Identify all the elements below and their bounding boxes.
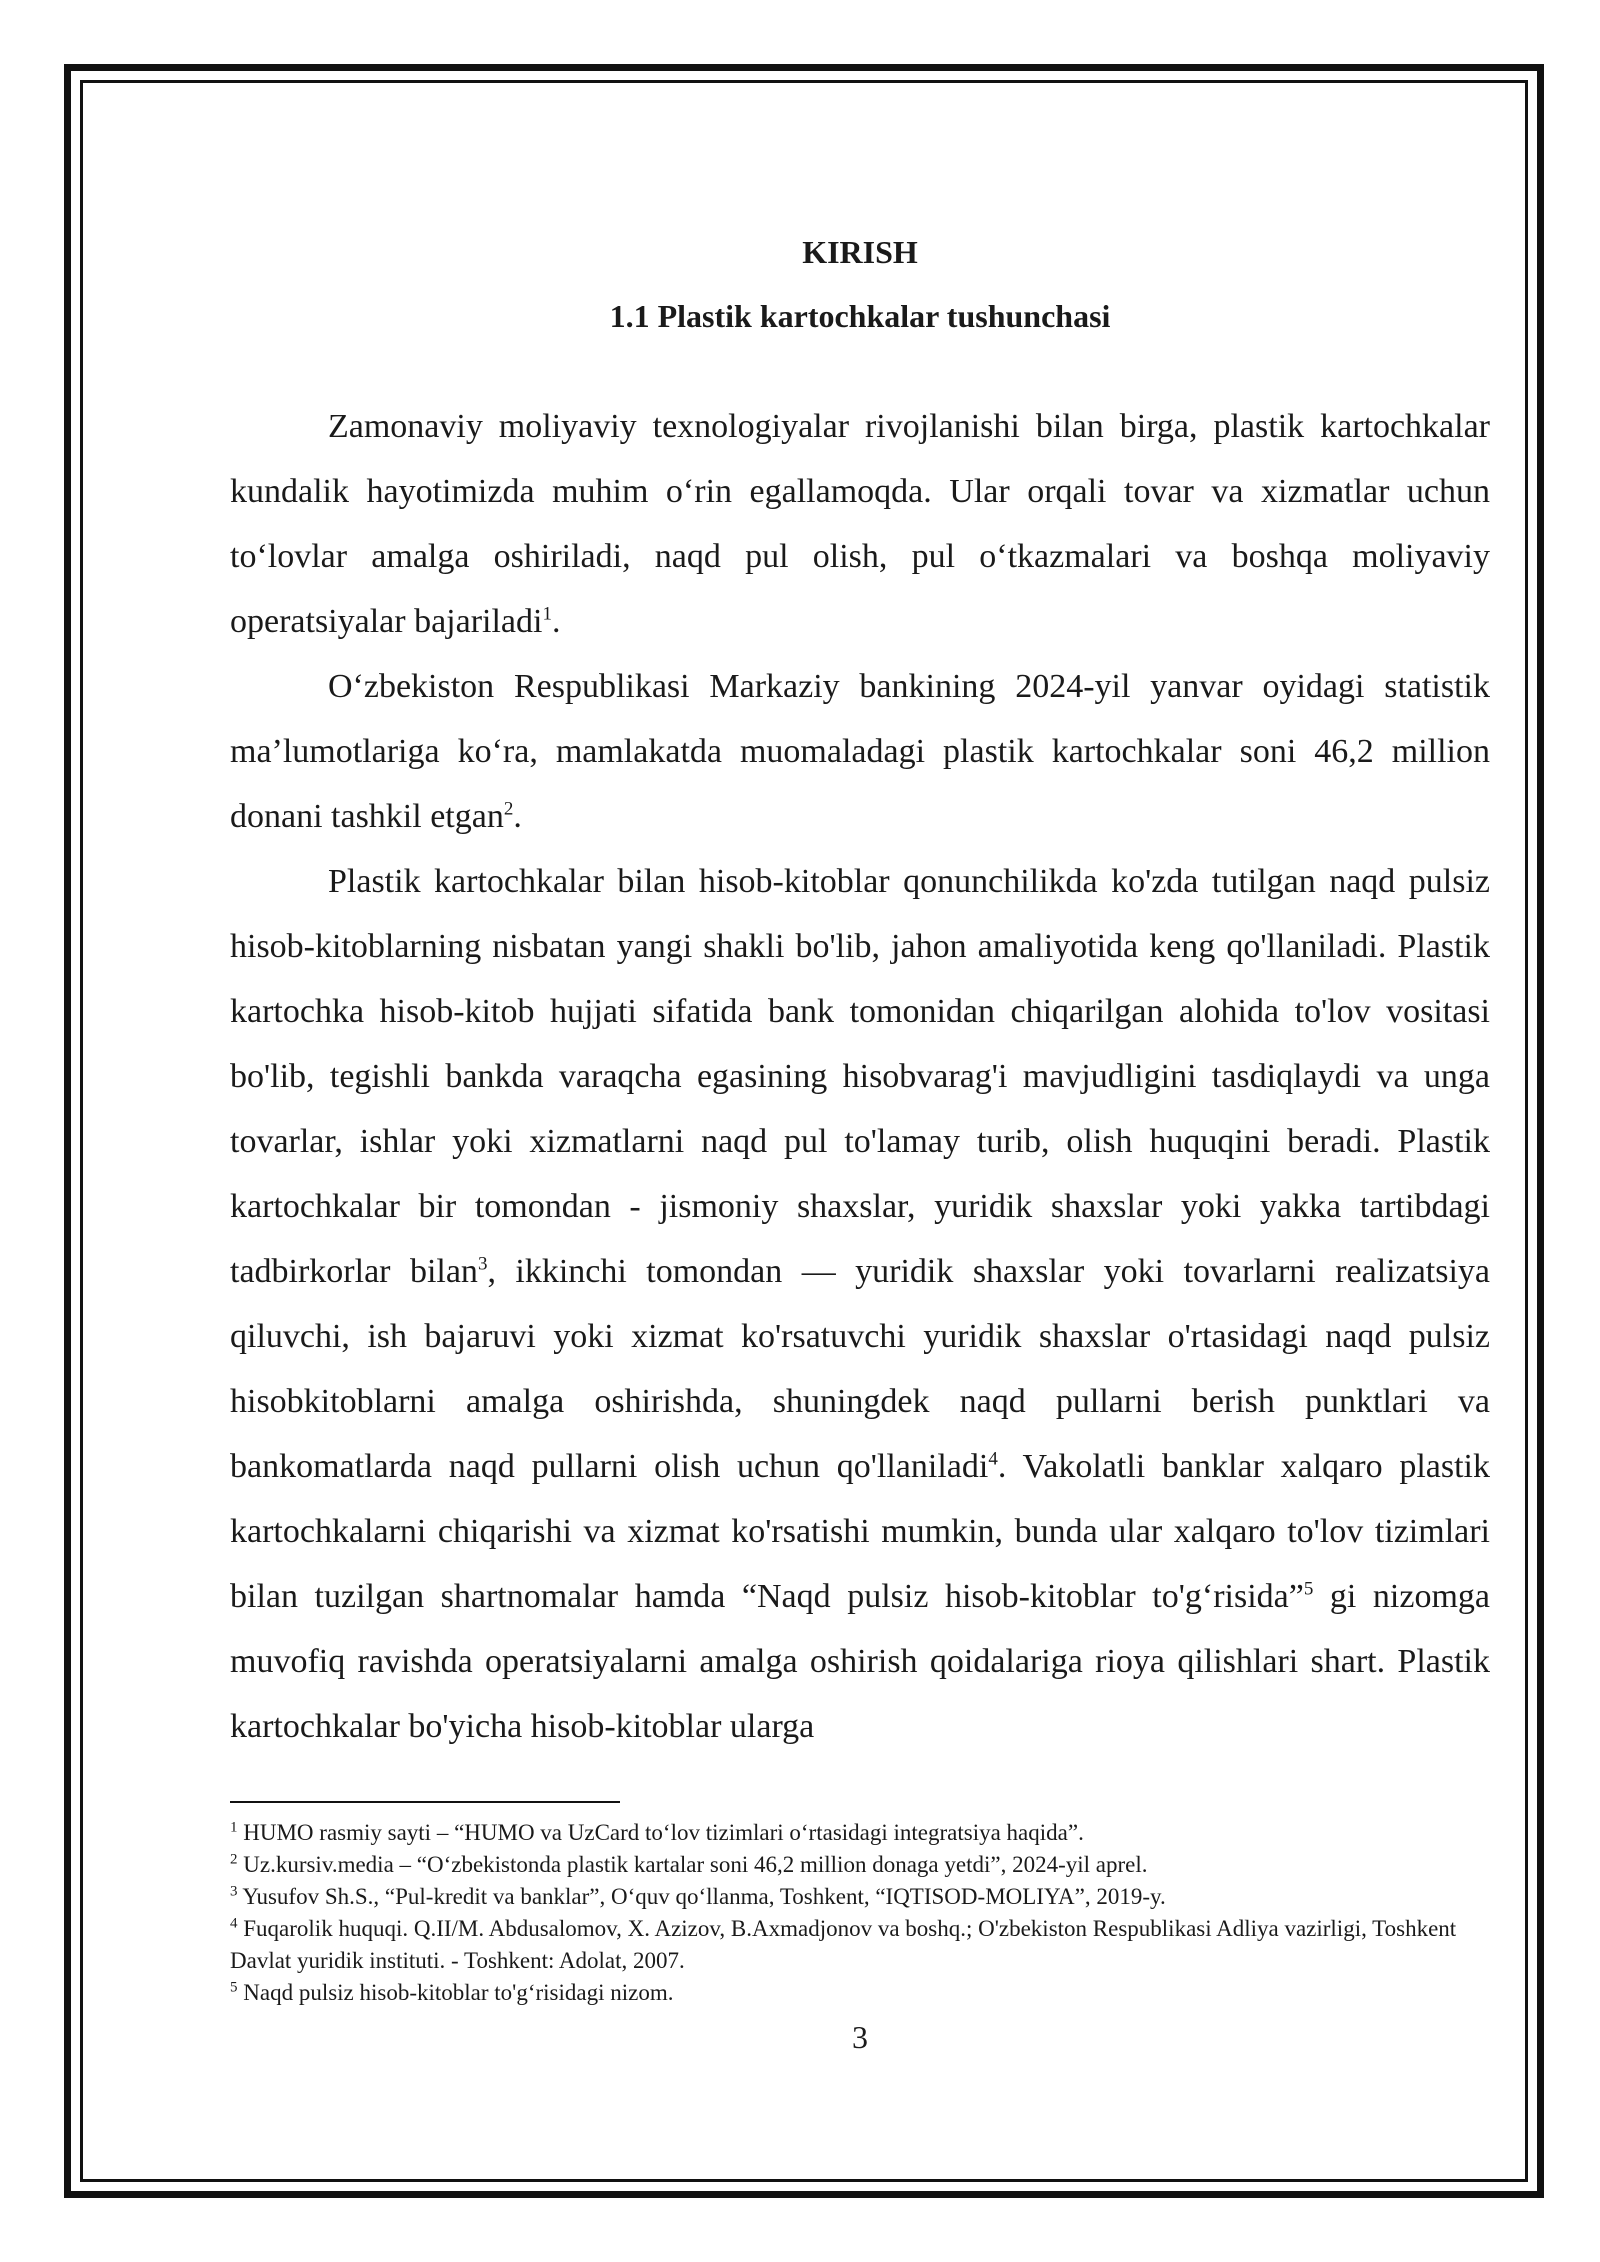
footnote-1 [230,1817,1490,1849]
footnote-text: Naqd pulsiz hisob-kitoblar to'g‘risidagi nizom. [243,1980,674,2005]
paragraph-1-text: Zamonaviy moliyaviy texnologiyalar rivojlanishi bilan birga, plastik kartochkalar kundalik hayotimizda muhim o‘rin egallamoqda. Ular orqali tovar va xizmatlar uchun to‘lovlar amalga oshiriladi, naqd pul olish, pul o‘tkazmalari va boshqa moliyaviy operatsiyalar bajariladi [230,408,1490,640]
paragraph-1 [230,394,1490,654]
footnote-number: 3 [230,1883,238,1900]
paragraph-3-part-2: , ikkinchi tomondan — yuridik shaxslar yoki tovarlarni realizatsiya qiluvchi, ish bajaruvi yoki xizmat ko'rsatuvchi yuridik shaxslar o'rtasidagi naqd pulsiz hisobkitoblarni amalga oshirishda, shuningdek naqd pullarni berish punktlari va bankomatlarda naqd pullarni olish uchun qo'llaniladi [230,1253,1490,1485]
footnote-ref-4: 4 [988,1448,998,1470]
body-text [230,394,1490,1759]
footnote-text: Yusufov Sh.S., “Pul-kredit va banklar”, O‘quv qo‘llanma, Toshkent, “IQTISOD-MOLIYA”, 2019-y. [242,1884,1166,1909]
footnote-ref-3: 3 [477,1253,488,1275]
page-content [230,232,1490,2057]
footnote-ref-2: 2 [503,798,514,820]
footnote-text: HUMO rasmiy sayti – “HUMO va UzCard to‘lov tizimlari o‘rtasidagi integratsiya haqida”. [243,1820,1084,1845]
footnote-number: 5 [230,1979,238,1996]
footnote-separator [230,1801,620,1803]
footnote-2 [230,1849,1490,1881]
paragraph-3-part-1: Plastik kartochkalar bilan hisob-kitoblar qonunchilikda ko'zda tutilgan naqd pulsiz hisob-kitoblarning nisbatan yangi shakli bo'lib, jahon amaliyotida keng qo'llaniladi. Plastik kartochka hisob-kitob hujjati sifatida bank tomonidan chiqarilgan alohida to'lov vositasi bo'lib, tegishli bankda varaqcha egasining hisobvarag'i mavjudligini tasdiqlaydi va unga tovarlar, ishlar yoki xizmatlarni naqd pul to'lamay turib, olish huquqini beradi. Plastik kartochkalar bir tomondan - jismoniy shaxslar, yuridik shaxslar yoki yakka tartibdagi tadbirkorlar bilan [230,863,1490,1290]
footnote-3 [230,1881,1490,1913]
footnote-number: 2 [230,1851,238,1868]
footnote-number: 4 [230,1915,238,1932]
footnote-4 [230,1913,1490,1977]
footnote-text: Fuqarolik huquqi. Q.II/M. Abdusalomov, X. Azizov, B.Axmadjonov va boshq.; O'zbekiston Respublikasi Adliya vazirligi, Toshkent Davlat yuridik instituti. - Toshkent: Adolat, 2007. [230,1916,1457,1973]
footnote-text: Uz.kursiv.media – “O‘zbekistonda plastik kartalar soni 46,2 million donaga yetdi”, 2024-yil aprel. [243,1852,1148,1877]
footnote-ref-5: 5 [1303,1578,1314,1600]
paragraph-2 [230,654,1490,849]
paragraph-2-tail: . [513,798,522,835]
footnotes [230,1817,1490,2009]
paragraph-1-tail: . [551,603,561,640]
footnote-5 [230,1977,1490,2009]
page-number: 3 [852,2019,868,2055]
footnote-ref-1: 1 [542,603,552,625]
subsection-title: 1.1 Plastik kartochkalar tushunchasi [609,298,1111,334]
paragraph-2-text: O‘zbekiston Respublikasi Markaziy bankining 2024-yil yanvar oyidagi statistik ma’lumotlariga ko‘ra, mamlakatda muomaladagi plastik kartochkalar soni 46,2 million donani tashkil etgan [230,668,1490,835]
paragraph-3-part-3: . Vakolatli banklar xalqaro plastik kartochkalarni chiqarishi va xizmat ko'rsatishi mumkin, bunda ular xalqaro to'lov tizimlari bilan tuzilgan shartnomalar hamda “Naqd pulsiz hisob-kitoblar to'g‘risida” [230,1448,1490,1615]
paragraph-3 [230,849,1490,1759]
section-title: KIRISH [802,234,918,270]
paragraph-3-part-4: gi nizomga muvofiq ravishda operatsiyalarni amalga oshirish qoidalariga rioya qilishlari shart. Plastik kartochkalar bo'yicha hisob-kitoblar ularga [230,1578,1491,1745]
footnote-number: 1 [230,1819,238,1836]
